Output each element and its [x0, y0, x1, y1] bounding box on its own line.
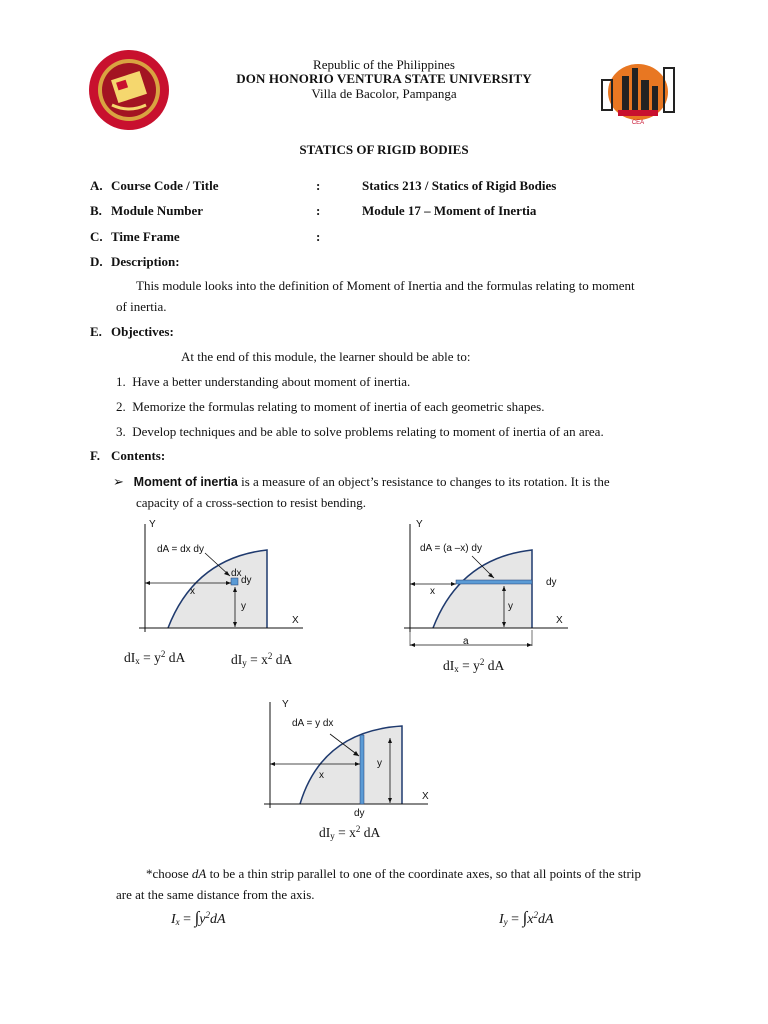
note-line-2: are at the same distance from the axis.	[116, 887, 315, 902]
objective-item-1: 1. Have a better understanding about moment of inertia.	[116, 374, 411, 389]
x-label: x	[319, 770, 324, 781]
dA-label: dA = (a –x) dy	[420, 543, 482, 554]
equation-dIy-diagram1: $dI_y = x^2$ dA	[231, 651, 293, 668]
y-label: y	[508, 601, 513, 612]
y-label: y	[377, 758, 382, 769]
contents-definition-line-2: capacity of a cross-section to resist bending.	[136, 495, 366, 510]
contents-heading: F. Contents:	[90, 448, 166, 463]
objectives-heading: E. Objectives:	[90, 324, 174, 339]
contents-definition-line-1: ➢ Moment of inertia is a measure of an object’s resistance to changes to its rotation. It is the	[113, 474, 610, 489]
field-course-code: A. Course Code / Title : Statics 213 / Statics of Rigid Bodies	[90, 178, 557, 193]
axis-x-label: X	[556, 615, 563, 626]
dA-label: dA = dx dy	[157, 544, 204, 555]
diagram-element-dxdy	[135, 518, 315, 638]
axis-y-label: Y	[416, 519, 423, 530]
integral-Ix: $I_x = \int y^2dA$	[171, 908, 226, 927]
axis-x-label: X	[422, 791, 429, 802]
bullet-arrow-icon: ➢	[113, 474, 124, 489]
diagram-horizontal-strip	[400, 518, 575, 648]
equation-dIx-diagram1: $dI_x = y^2$ dA	[124, 649, 186, 666]
equation-dIx-diagram2: $dI_x = y^2$ dA	[443, 657, 505, 674]
equation-dIy-diagram3: $dI_y = x^2$ dA	[319, 824, 381, 841]
description-line-2: of inertia.	[116, 299, 167, 314]
field-time-frame: C. Time Frame :	[90, 229, 321, 244]
objective-item-3: 3. Develop techniques and be able to solve problems relating to moment of inertia of an area.	[116, 424, 604, 439]
svg-text:CEA: CEA	[631, 120, 645, 126]
university-location: Villa de Bacolor, Pampanga	[311, 86, 457, 101]
integral-Iy: $I_y = \int x^2dA$	[499, 908, 554, 927]
objectives-intro: At the end of this module, the learner should be able to:	[181, 349, 471, 364]
y-label: y	[241, 601, 246, 612]
axis-y-label: Y	[282, 699, 289, 710]
dy-label: dy	[546, 577, 557, 588]
field-module-number: B. Module Number : Module 17 – Moment of Inertia	[90, 203, 537, 218]
term-moment-of-inertia: Moment of inertia	[133, 475, 238, 489]
dx-label: dx	[231, 568, 242, 579]
axis-x-label: X	[292, 615, 299, 626]
diagram-vertical-strip	[260, 696, 445, 820]
a-label: a	[463, 636, 469, 647]
description-line-1: This module looks into the definition of Moment of Inertia and the formulas relating to moment	[136, 278, 635, 293]
objective-item-2: 2. Memorize the formulas relating to moment of inertia of each geometric shapes.	[116, 399, 545, 414]
dy-label: dy	[241, 575, 252, 586]
document-title: STATICS OF RIGID BODIES	[299, 142, 469, 157]
dA-label: dA = y dx	[292, 718, 334, 729]
x-label: x	[430, 586, 435, 597]
axis-y-label: Y	[149, 519, 156, 530]
x-label: x	[190, 586, 195, 597]
republic-line: Republic of the Philippines	[313, 57, 455, 72]
field-description: D. Description:	[90, 254, 180, 269]
note-line-1: *choose dA to be a thin strip parallel to one of the coordinate axes, so that all points of the strip	[146, 866, 641, 881]
university-name: DON HONORIO VENTURA STATE UNIVERSITY	[236, 71, 532, 86]
dy-label: dy	[354, 808, 365, 819]
